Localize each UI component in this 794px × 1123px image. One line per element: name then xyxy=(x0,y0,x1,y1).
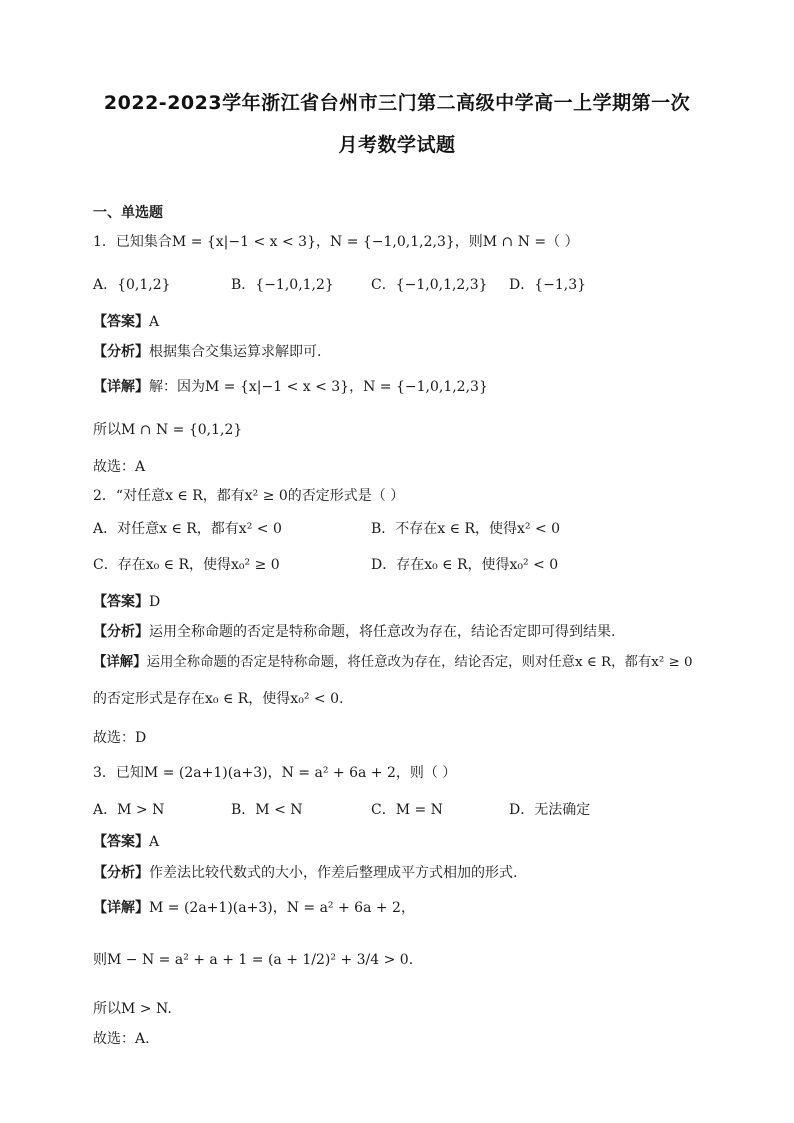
question-1-choose: 故选：A xyxy=(93,459,146,475)
analysis-text: 作差法比较代数式的大小，作差后整理成平方式相加的形式. xyxy=(149,865,518,881)
question-3-stem: 3．已知M = (2a+1)(a+3)，N = a² + 6a + 2，则（ ） xyxy=(93,765,457,781)
section-heading: 一、单选题 xyxy=(93,205,163,221)
analysis-tag: 【分析】 xyxy=(93,865,149,881)
question-3-detail-1 xyxy=(93,899,415,917)
answer-tag: 【答案】 xyxy=(93,314,149,330)
question-2-choose: 故选：D xyxy=(93,730,147,746)
question-3-answer xyxy=(93,833,159,851)
question-2-analysis xyxy=(93,623,615,641)
answer-tag: 【答案】 xyxy=(93,834,149,850)
answer-value: A xyxy=(149,834,160,850)
question-1-detail-2: 所以M ∩ N = {0,1,2} xyxy=(93,422,243,438)
analysis-text: 根据集合交集运算求解即可. xyxy=(149,344,322,360)
question-3-option-a: A．M > N xyxy=(93,802,165,818)
question-1-detail-1 xyxy=(93,378,488,396)
detail-text: 解：因为M = {x|−1 < x < 3}，N = {−1,0,1,2,3} xyxy=(149,379,488,395)
question-2-option-b: B．不存在x ∈ R，使得x² < 0 xyxy=(371,521,561,537)
detail-tag: 【详解】 xyxy=(93,655,147,670)
question-1-stem: 1．已知集合M = {x|−1 < x < 3}，N = {−1,0,1,2,3}，则M ∩ N =（ ） xyxy=(93,234,579,250)
answer-value: A xyxy=(149,314,160,330)
question-3-detail-2: 则M − N = a² + a + 1 = (a + 1/2)² + 3/4 > 0. xyxy=(93,952,414,968)
question-3-analysis xyxy=(93,864,517,882)
question-1-option-d: D．{−1,3} xyxy=(509,277,587,293)
title-line-2: 月考数学试题 xyxy=(338,134,456,156)
analysis-text: 运用全称命题的否定是特称命题，将任意改为存在，结论否定即可得到结果. xyxy=(149,624,616,640)
analysis-tag: 【分析】 xyxy=(93,344,149,360)
answer-tag: 【答案】 xyxy=(93,594,149,610)
question-1-option-a: A．{0,1,2} xyxy=(93,277,171,293)
question-2-detail-2: 的否定形式是存在x₀ ∈ R，使得x₀² < 0. xyxy=(93,691,344,707)
question-2-answer xyxy=(93,593,160,611)
question-2-detail-1 xyxy=(93,654,692,672)
question-1-option-b: B．{−1,0,1,2} xyxy=(231,277,334,293)
question-2-stem: 2．“对任意x ∈ R，都有x² ≥ 0的否定形式是（ ） xyxy=(93,488,405,504)
question-1-answer xyxy=(93,313,159,331)
question-2-option-c: C．存在x₀ ∈ R，使得x₀² ≥ 0 xyxy=(93,557,280,573)
question-2-option-a: A．对任意x ∈ R，都有x² < 0 xyxy=(93,521,282,537)
analysis-tag: 【分析】 xyxy=(93,624,149,640)
question-3-option-d: D．无法确定 xyxy=(509,802,591,818)
detail-tag: 【详解】 xyxy=(93,379,149,395)
question-3-option-c: C．M = N xyxy=(371,802,443,818)
detail-tag: 【详解】 xyxy=(93,900,149,916)
question-1-analysis xyxy=(93,343,321,361)
question-3-detail-3: 所以M > N. xyxy=(93,1001,172,1017)
question-3-choose: 故选：A. xyxy=(93,1031,150,1047)
title-line-1: 2022-2023学年浙江省台州市三门第二高级中学高一上学期第一次 xyxy=(103,92,691,114)
detail-text: M = (2a+1)(a+3)，N = a² + 6a + 2， xyxy=(149,900,415,916)
question-3-option-b: B．M < N xyxy=(231,802,303,818)
question-2-option-d: D．存在x₀ ∈ R，使得x₀² < 0 xyxy=(371,557,559,573)
detail-text: 运用全称命题的否定是特称命题，将任意改为存在，结论否定，则对任意x ∈ R，都有x² ≥ 0 xyxy=(146,655,693,670)
question-1-option-c: C．{−1,0,1,2,3} xyxy=(371,277,488,293)
answer-value: D xyxy=(149,594,161,610)
